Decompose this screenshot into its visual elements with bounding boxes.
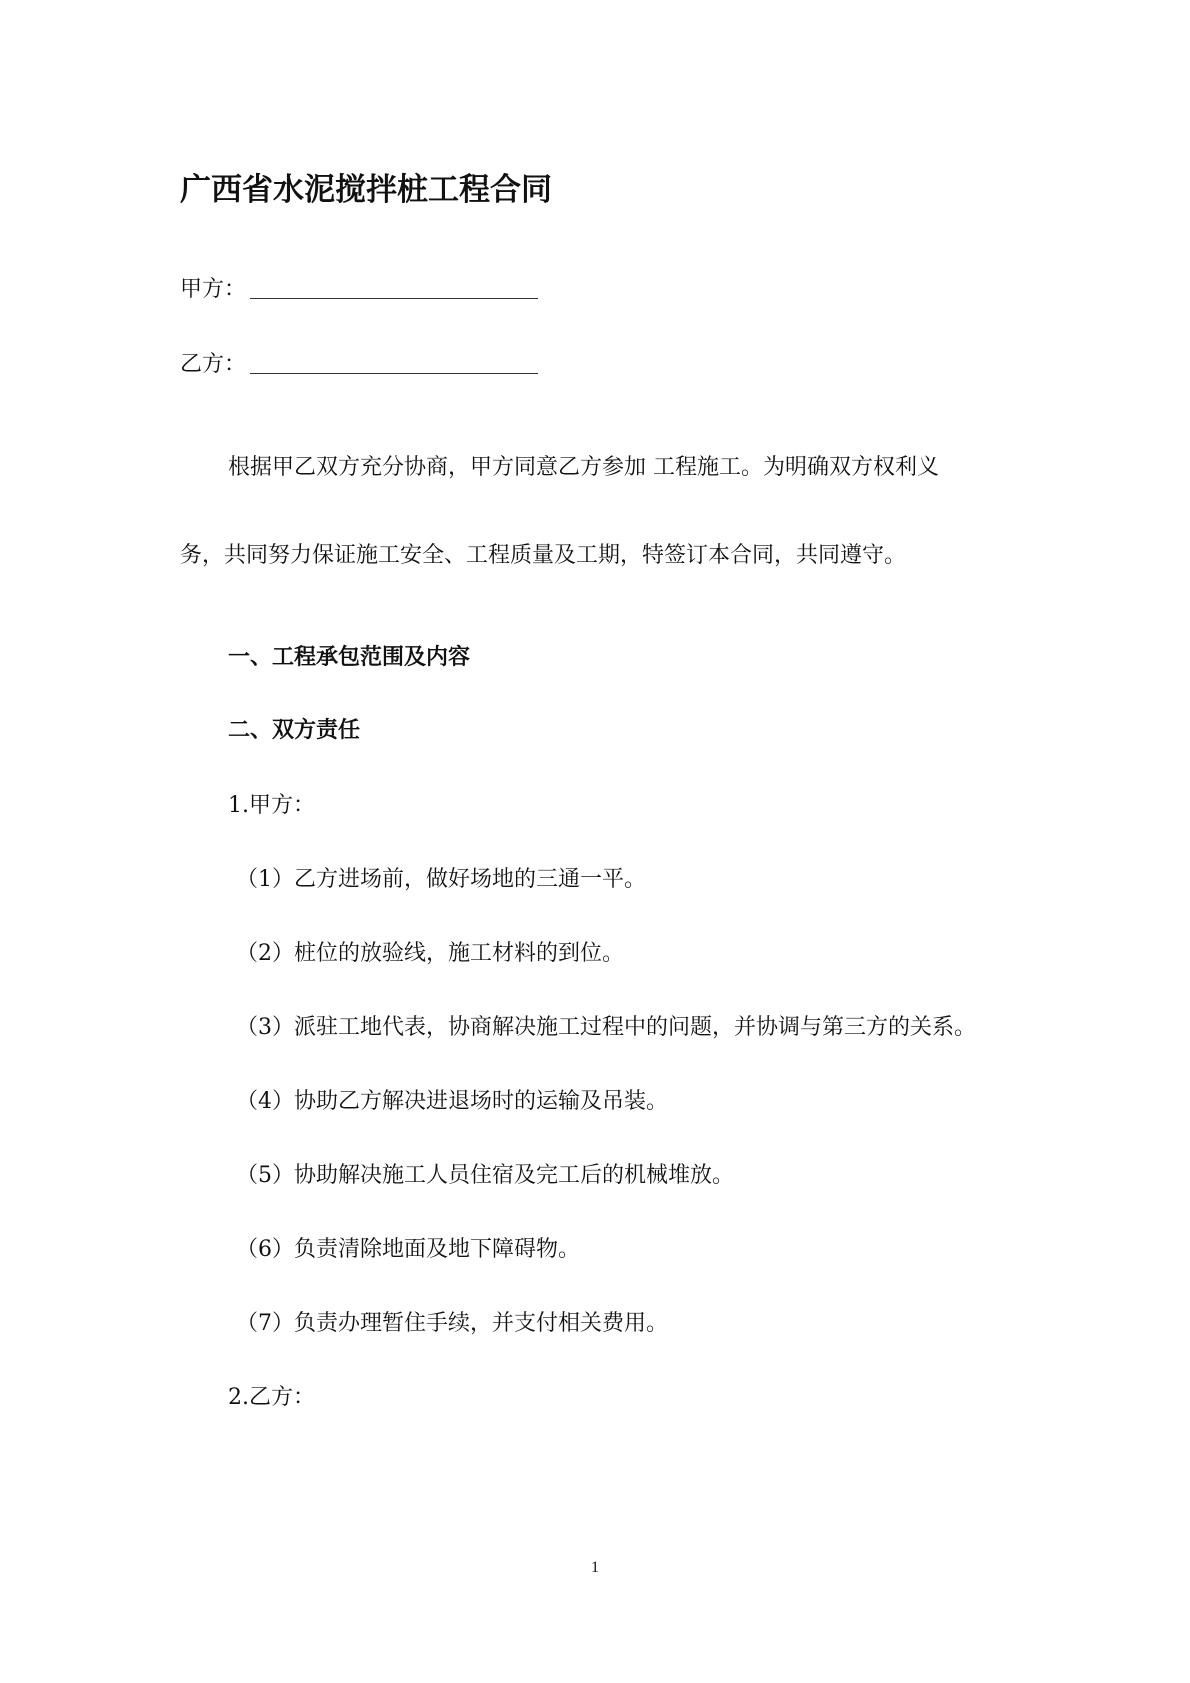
party-a-line	[180, 272, 538, 303]
subsection-number: 1.	[228, 793, 249, 818]
list-item-text: 负责办理暂住手续，并支付相关费用。	[294, 1311, 669, 1336]
list-item	[236, 1306, 668, 1337]
subsection-party-a	[228, 788, 315, 819]
party-a-blank	[250, 297, 538, 299]
subsection-number: 2.	[228, 1385, 249, 1410]
list-item	[236, 1084, 668, 1115]
list-item-number: （5）	[236, 1163, 294, 1188]
page-number: 1	[591, 1559, 599, 1576]
list-item-number: （6）	[236, 1237, 294, 1262]
list-item	[236, 1010, 976, 1041]
party-b-line	[180, 347, 538, 378]
party-a-label: 甲方：	[180, 277, 247, 302]
section-heading-scope: 一、工程承包范围及内容	[228, 645, 471, 670]
list-item	[236, 862, 646, 893]
subsection-label: 甲方：	[249, 793, 316, 818]
subsection-label: 乙方：	[249, 1385, 316, 1410]
list-item	[236, 936, 624, 967]
list-item	[236, 1232, 580, 1263]
subsection-party-b	[228, 1380, 315, 1411]
list-item-number: （7）	[236, 1311, 294, 1336]
list-item-text: 桩位的放验线，施工材料的到位。	[294, 941, 625, 966]
list-item-text: 派驻工地代表，协商解决施工过程中的问题，并协调与第三方的关系。	[294, 1015, 977, 1040]
intro-paragraph-line-1: 根据甲乙双方充分协商，甲方同意乙方参加 工程施工。为明确双方权利义	[228, 455, 939, 480]
list-item-number: （1）	[236, 867, 294, 892]
list-item-number: （3）	[236, 1015, 294, 1040]
list-item	[236, 1158, 734, 1189]
list-item-text: 乙方进场前，做好场地的三通一平。	[294, 867, 647, 892]
intro-paragraph-line-2: 务，共同努力保证施工安全、工程质量及工期，特签订本合同，共同遵守。	[180, 543, 907, 568]
party-b-blank	[250, 372, 538, 374]
section-heading-responsibilities: 二、双方责任	[228, 718, 361, 743]
list-item-text: 协助解决施工人员住宿及完工后的机械堆放。	[294, 1163, 735, 1188]
list-item-number: （2）	[236, 941, 294, 966]
page-title: 广西省水泥搅拌桩工程合同	[180, 172, 552, 208]
list-item-text: 负责清除地面及地下障碍物。	[294, 1237, 581, 1262]
party-b-label: 乙方：	[180, 352, 247, 377]
list-item-text: 协助乙方解决进退场时的运输及吊装。	[294, 1089, 669, 1114]
list-item-number: （4）	[236, 1089, 294, 1114]
